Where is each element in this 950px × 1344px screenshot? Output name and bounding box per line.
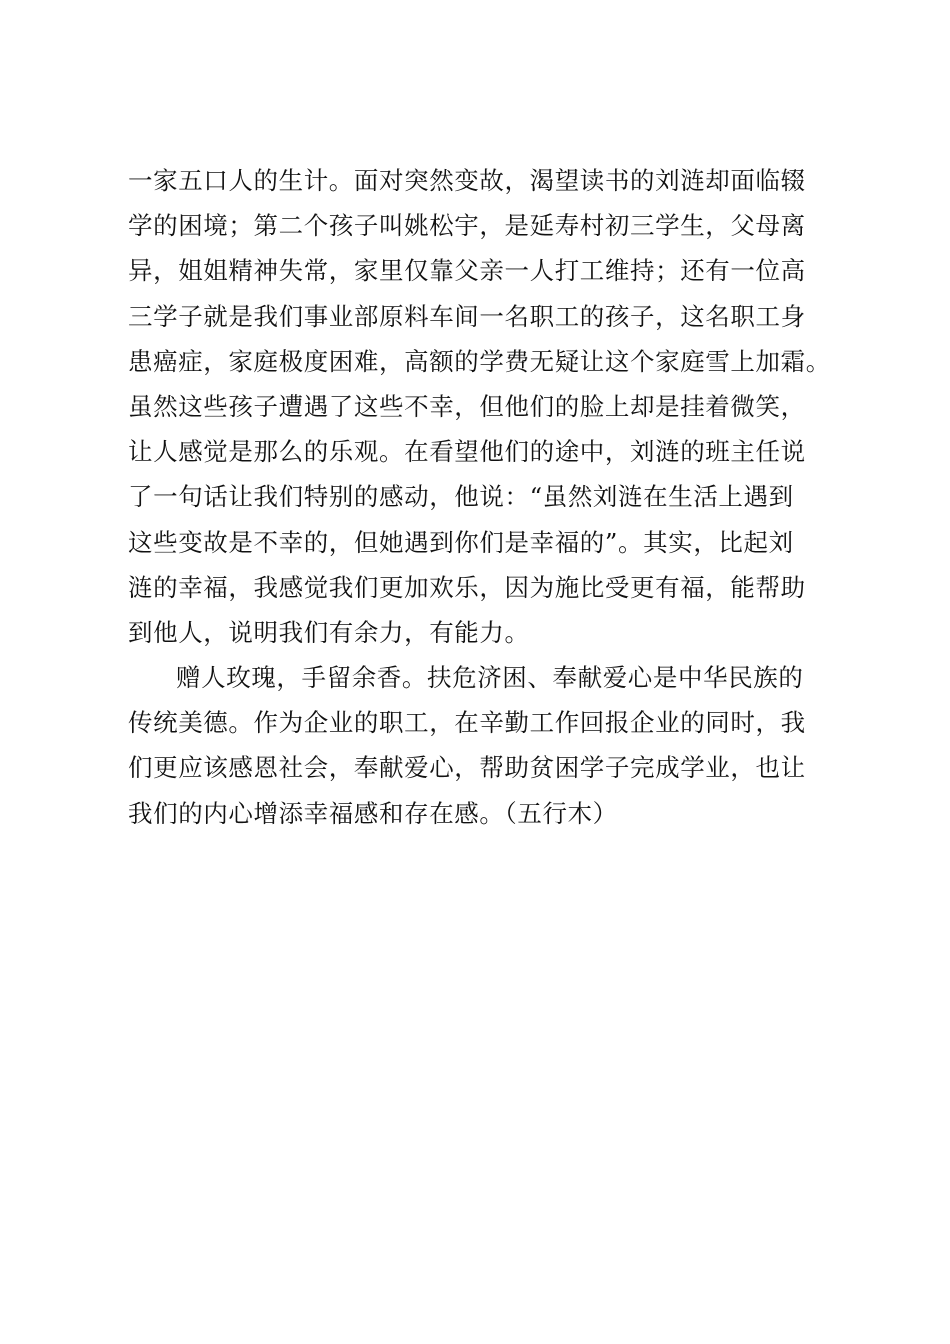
- text-line: 这些变故是不幸的，但她遇到你们是幸福的”。其实，比起刘: [128, 527, 794, 557]
- article-body: [128, 158, 831, 836]
- text-line: 异，姐姐精神失常，家里仅靠父亲一人打工维持；还有一位高: [128, 256, 806, 286]
- text-line: 到他人，说明我们有余力，有能力。: [128, 617, 530, 647]
- text-line: 虽然这些孩子遭遇了这些不幸，但他们的脸上却是挂着微笑，: [128, 391, 806, 421]
- text-line: 传统美德。作为企业的职工，在辛勤工作回报企业的同时，我: [128, 708, 806, 738]
- text-line: 涟的幸福，我感觉我们更加欢乐，因为施比受更有福，能帮助: [128, 572, 806, 602]
- text-line: 学的困境；第二个孩子叫姚松宇，是延寿村初三学生，父母离: [128, 211, 806, 241]
- text-line: 们更应该感恩社会，奉献爱心，帮助贫困学子完成学业，也让: [128, 753, 806, 783]
- paragraph-start-line: 赠人玫瑰，手留余香。扶危济困、奉献爱心是中华民族的: [176, 663, 804, 693]
- text-line: 一家五口人的生计。面对突然变故，渴望读书的刘涟却面临辍: [128, 166, 806, 195]
- text-line: 我们的内心增添幸福感和存在感。（五行木）: [128, 798, 618, 828]
- text-line: 了一句话让我们特别的感动，他说：“虽然刘涟在生活上遇到: [128, 482, 794, 512]
- text-line: 三学子就是我们事业部原料车间一名职工的孩子，这名职工身: [128, 301, 806, 331]
- text-line: 让人感觉是那么的乐观。在看望他们的途中，刘涟的班主任说: [128, 437, 806, 467]
- text-line: 患癌症，家庭极度困难，高额的学费无疑让这个家庭雪上加霜。: [128, 346, 831, 376]
